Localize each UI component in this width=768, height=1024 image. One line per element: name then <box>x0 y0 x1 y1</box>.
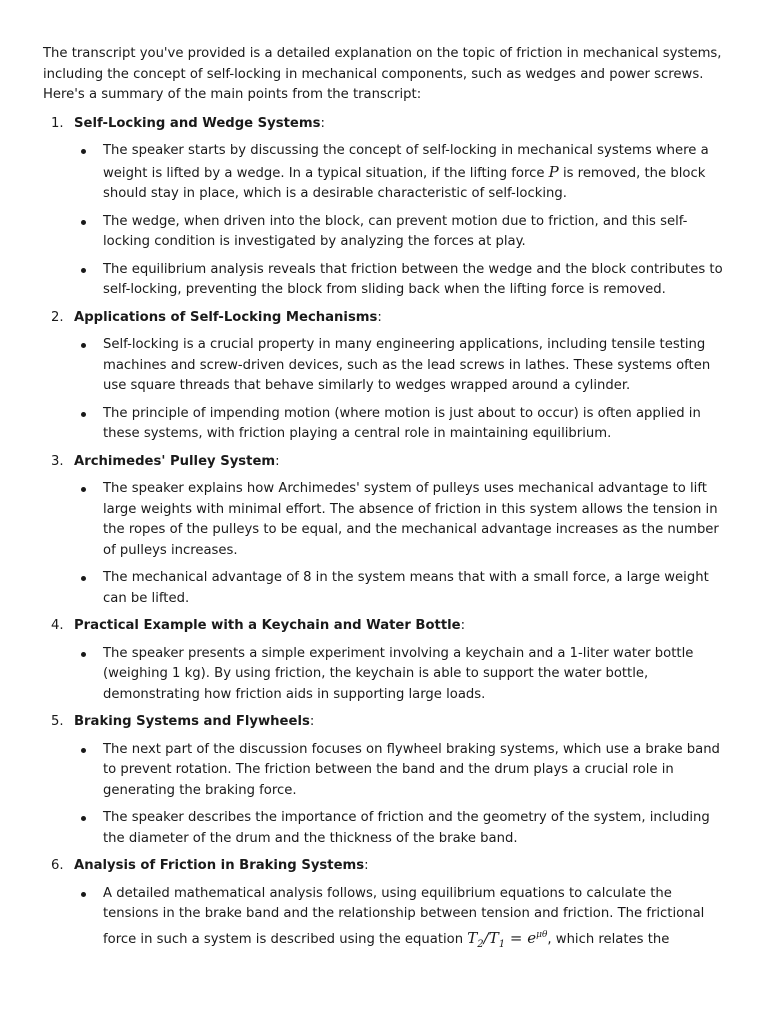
math-subscript: 2 <box>477 938 484 950</box>
bullet-text: The speaker presents a simple experiment involving a keychain and a 1-liter water bottle (weighing 1 kg). By using friction, the keychain is able to support the water bottle, demonstrating how friction aids in supporting large loads. <box>103 645 694 702</box>
bullet-icon <box>81 487 86 492</box>
bullet-item <box>74 404 727 445</box>
bullet-text: The speaker explains how Archimedes' system of pulleys uses mechanical advantage to lift large weights with minimal effort. The absence of friction in this system allows the tension in the ropes of the pulleys to be equal, and the mechanical advantage increases as the number of pulleys increases. <box>103 481 719 558</box>
section-number: 1. <box>51 115 64 131</box>
bullet-text: The wedge, when driven into the block, can prevent motion due to friction, and this self-locking condition is investigated by analyzing the forces at play. <box>103 213 688 249</box>
bullet-text-part: The speaker starts by discussing the concept of self-locking in mechanical systems where a weight is lifted by a wedge. In a typical situation, if the lifting force <box>103 143 709 181</box>
bullet-list <box>74 479 727 609</box>
section-heading: Self-Locking and Wedge Systems: <box>74 115 325 131</box>
section-title: Archimedes' Pulley System <box>74 453 276 469</box>
section-heading: Applications of Self-Locking Mechanisms: <box>74 309 382 325</box>
section-number: 4. <box>51 618 64 633</box>
section-title: Practical Example with a Keychain and Water Bottle <box>74 618 461 633</box>
bullet-item <box>74 740 727 802</box>
bullet-icon <box>81 652 86 657</box>
document-page <box>43 44 727 962</box>
friction-equation <box>467 928 548 950</box>
bullet-item <box>74 335 727 397</box>
section-heading: Analysis of Friction in Braking Systems: <box>74 858 369 873</box>
bullet-text: The mechanical advantage of 8 in the system means that with a small force, a large weight can be lifted. <box>103 570 709 606</box>
section-item <box>43 712 727 849</box>
bullet-item <box>74 884 727 956</box>
bullet-item <box>74 568 727 609</box>
math-variable: T <box>488 928 499 947</box>
bullet-icon <box>81 816 86 821</box>
section-number: 5. <box>51 714 64 729</box>
bullet-icon <box>81 576 86 581</box>
bullet-icon <box>81 343 86 348</box>
bullet-icon <box>81 149 86 154</box>
bullet-text: The speaker describes the importance of friction and the geometry of the system, including the diameter of the drum and the thickness of the brake band. <box>103 810 710 846</box>
bullet-text-part: A detailed mathematical analysis follows, using equilibrium equations to calculate the tensions in the brake band and the relationship between tension and friction. The frictional force in such a system is described using the equation <box>103 885 705 947</box>
section-heading: Archimedes' Pulley System: <box>74 453 280 469</box>
bullet-icon <box>81 748 86 753</box>
bullet-icon <box>81 412 86 417</box>
bullet-text: The principle of impending motion (where motion is just about to occur) is often applied in these systems, with friction playing a central role in maintaining equilibrium. <box>103 405 701 441</box>
bullet-text: Self-locking is a crucial property in many engineering applications, including tensile testing machines and screw-driven devices, such as the lead screws in lathes. These systems often use square threads that behave similarly to wedges wrapped around a cylinder. <box>103 337 711 393</box>
section-heading: Practical Example with a Keychain and Water Bottle: <box>74 618 466 633</box>
bullet-text-part: , which relates the <box>547 931 670 947</box>
math-variable: T <box>467 928 478 947</box>
section-title: Braking Systems and Flywheels <box>74 714 310 729</box>
bullet-item <box>74 479 727 561</box>
section-item <box>43 114 727 301</box>
bullet-icon <box>81 892 86 897</box>
math-subscript: 1 <box>498 938 506 950</box>
section-item <box>43 856 727 955</box>
math-operator: = <box>505 928 528 947</box>
bullet-icon <box>81 268 86 273</box>
section-item <box>43 616 727 705</box>
bullet-list <box>74 335 727 445</box>
intro-paragraph: The transcript you've provided is a detailed explanation on the topic of friction in mechanical systems, including the concept of self-locking in mechanical components, such as wedges and power screws. Here's a summary of the main points from the transcript: <box>43 46 722 102</box>
bullet-list <box>74 141 727 301</box>
section-number: 3. <box>51 453 64 469</box>
summary-list <box>43 114 727 956</box>
math-variable: e <box>527 928 537 947</box>
bullet-list <box>74 740 727 850</box>
bullet-text: The next part of the discussion focuses on flywheel braking systems, which use a brake band to prevent rotation. The friction between the band and the drum plays a crucial role in generating the braking force. <box>103 741 720 798</box>
section-title: Self-Locking and Wedge Systems <box>74 115 321 131</box>
section-number: 6. <box>51 858 64 873</box>
bullet-item <box>74 808 727 849</box>
bullet-item <box>74 644 727 706</box>
bullet-text-part: is removed, the block should stay in place, which is a desirable characteristic of self-locking. <box>103 165 706 201</box>
bullet-list <box>74 644 727 706</box>
section-item <box>43 308 727 445</box>
bullet-text: The equilibrium analysis reveals that friction between the wedge and the block contributes to self-locking, preventing the block from sliding back when the lifting force is removed. <box>103 261 723 297</box>
math-exponent: μθ <box>536 929 548 940</box>
bullet-item <box>74 212 727 253</box>
section-title: Applications of Self-Locking Mechanisms <box>74 309 378 325</box>
section-heading: Braking Systems and Flywheels: <box>74 714 315 729</box>
bullet-list <box>74 884 727 956</box>
math-variable: P <box>548 162 559 181</box>
bullet-item <box>74 260 727 301</box>
bullet-item <box>74 141 727 205</box>
section-title: Analysis of Friction in Braking Systems <box>74 858 365 873</box>
section-number: 2. <box>51 309 64 325</box>
bullet-icon <box>81 220 86 225</box>
section-item <box>43 452 727 610</box>
math-operator: / <box>483 928 489 947</box>
